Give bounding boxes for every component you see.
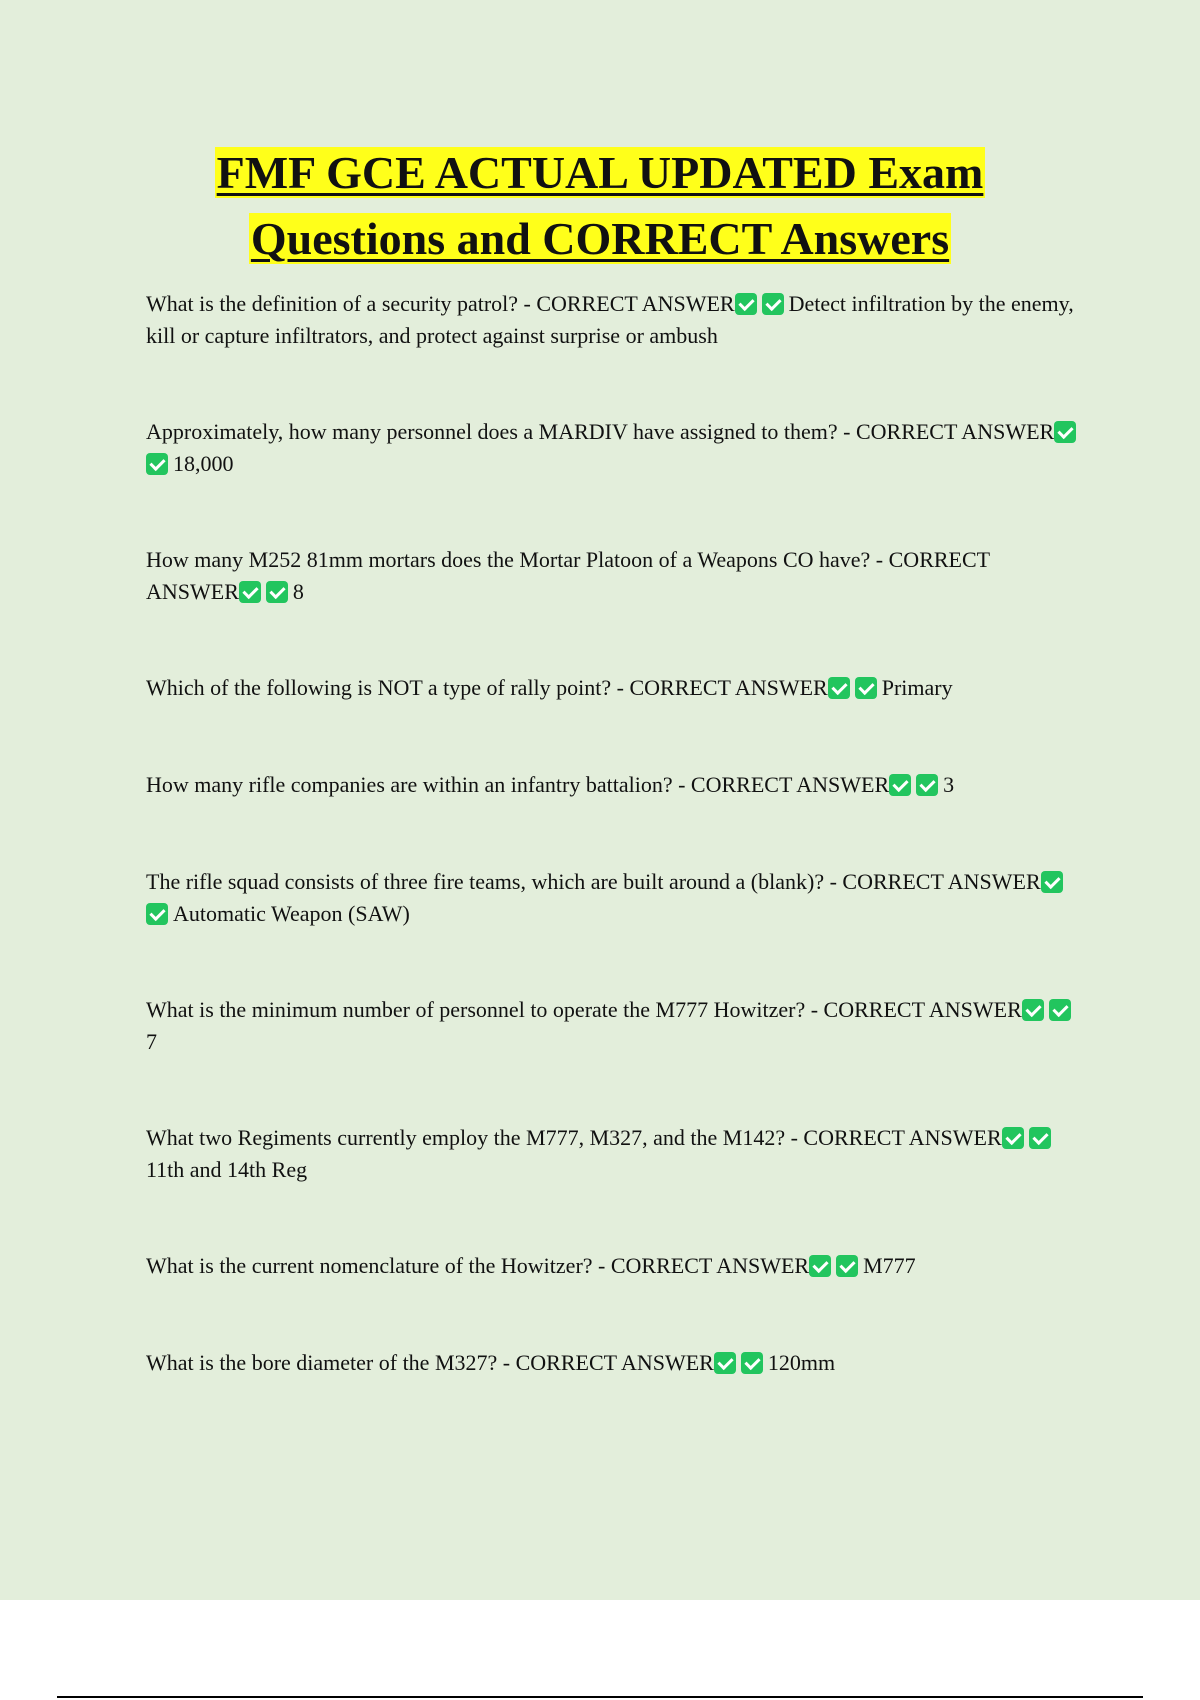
- question-text: What is the minimum number of personnel to operate the M777 Howitzer? - CORRECT ANSWER: [146, 997, 1022, 1022]
- check-box-icon: [266, 581, 288, 603]
- answer-text: 8: [292, 579, 304, 604]
- check-box-icon: [1054, 421, 1076, 443]
- footer-rule: [57, 1696, 1143, 1698]
- question-text: The rifle squad consists of three fire teams, which are built around a (blank)? - CORRECT ANSWER: [146, 869, 1041, 894]
- check-box-icon: [1029, 1127, 1051, 1149]
- question-text: What two Regiments currently employ the M777, M327, and the M142? - CORRECT ANSWER: [146, 1125, 1002, 1150]
- check-box-icon: [855, 677, 877, 699]
- answer-text: 120mm: [767, 1350, 836, 1375]
- qa-item: [146, 416, 1086, 480]
- check-box-icon: [741, 1352, 763, 1374]
- answer-text: 18,000: [173, 451, 234, 476]
- check-box-icon: [735, 293, 757, 315]
- answer-text: M777: [863, 1253, 916, 1278]
- qa-list: [146, 288, 1086, 1444]
- qa-item: [146, 288, 1086, 352]
- check-box-icon: [146, 903, 168, 925]
- answer-text: 3: [943, 772, 955, 797]
- answer-text: 7: [146, 1029, 157, 1054]
- qa-item: [146, 544, 1086, 608]
- question-text: What is the bore diameter of the M327? - CORRECT ANSWER: [146, 1350, 714, 1375]
- check-box-icon: [762, 293, 784, 315]
- check-box-icon: [1022, 999, 1044, 1021]
- check-box-icon: [1049, 999, 1071, 1021]
- question-text: Which of the following is NOT a type of rally point? - CORRECT ANSWER: [146, 675, 828, 700]
- check-box-icon: [828, 677, 850, 699]
- qa-item: [146, 1347, 1086, 1379]
- qa-item: [146, 866, 1086, 930]
- check-box-icon: [836, 1255, 858, 1277]
- check-box-icon: [1002, 1127, 1024, 1149]
- answer-text: 11th and 14th Reg: [146, 1157, 308, 1182]
- answer-text: Detect infiltration by the enemy, kill or capture infiltrators, and protect against surprise or ambush: [146, 291, 1074, 348]
- question-text: What is the definition of a security patrol? - CORRECT ANSWER: [146, 291, 735, 316]
- question-text: What is the current nomenclature of the Howitzer? - CORRECT ANSWER: [146, 1253, 810, 1278]
- check-box-icon: [1041, 871, 1063, 893]
- check-box-icon: [714, 1352, 736, 1374]
- check-box-icon: [809, 1255, 831, 1277]
- qa-item: [146, 1250, 1086, 1282]
- document-title: [0, 140, 1200, 272]
- check-box-icon: [889, 774, 911, 796]
- qa-item: [146, 1122, 1086, 1186]
- qa-item: [146, 994, 1086, 1058]
- title-line-1: FMF GCE ACTUAL UPDATED Exam: [216, 147, 984, 198]
- check-box-icon: [916, 774, 938, 796]
- question-text: Approximately, how many personnel does a MARDIV have assigned to them? - CORRECT ANSWER: [146, 419, 1055, 444]
- check-box-icon: [239, 581, 261, 603]
- qa-item: [146, 672, 1086, 704]
- answer-text: Primary: [881, 675, 953, 700]
- question-text: How many rifle companies are within an infantry battalion? - CORRECT ANSWER: [146, 772, 890, 797]
- check-box-icon: [146, 453, 168, 475]
- question-text: How many M252 81mm mortars does the Mortar Platoon of a Weapons CO have? - CORRECT ANSWER: [146, 547, 990, 604]
- answer-text: Automatic Weapon (SAW): [173, 901, 410, 926]
- qa-item: [146, 769, 1086, 801]
- title-line-2: Questions and CORRECT Answers: [250, 213, 950, 264]
